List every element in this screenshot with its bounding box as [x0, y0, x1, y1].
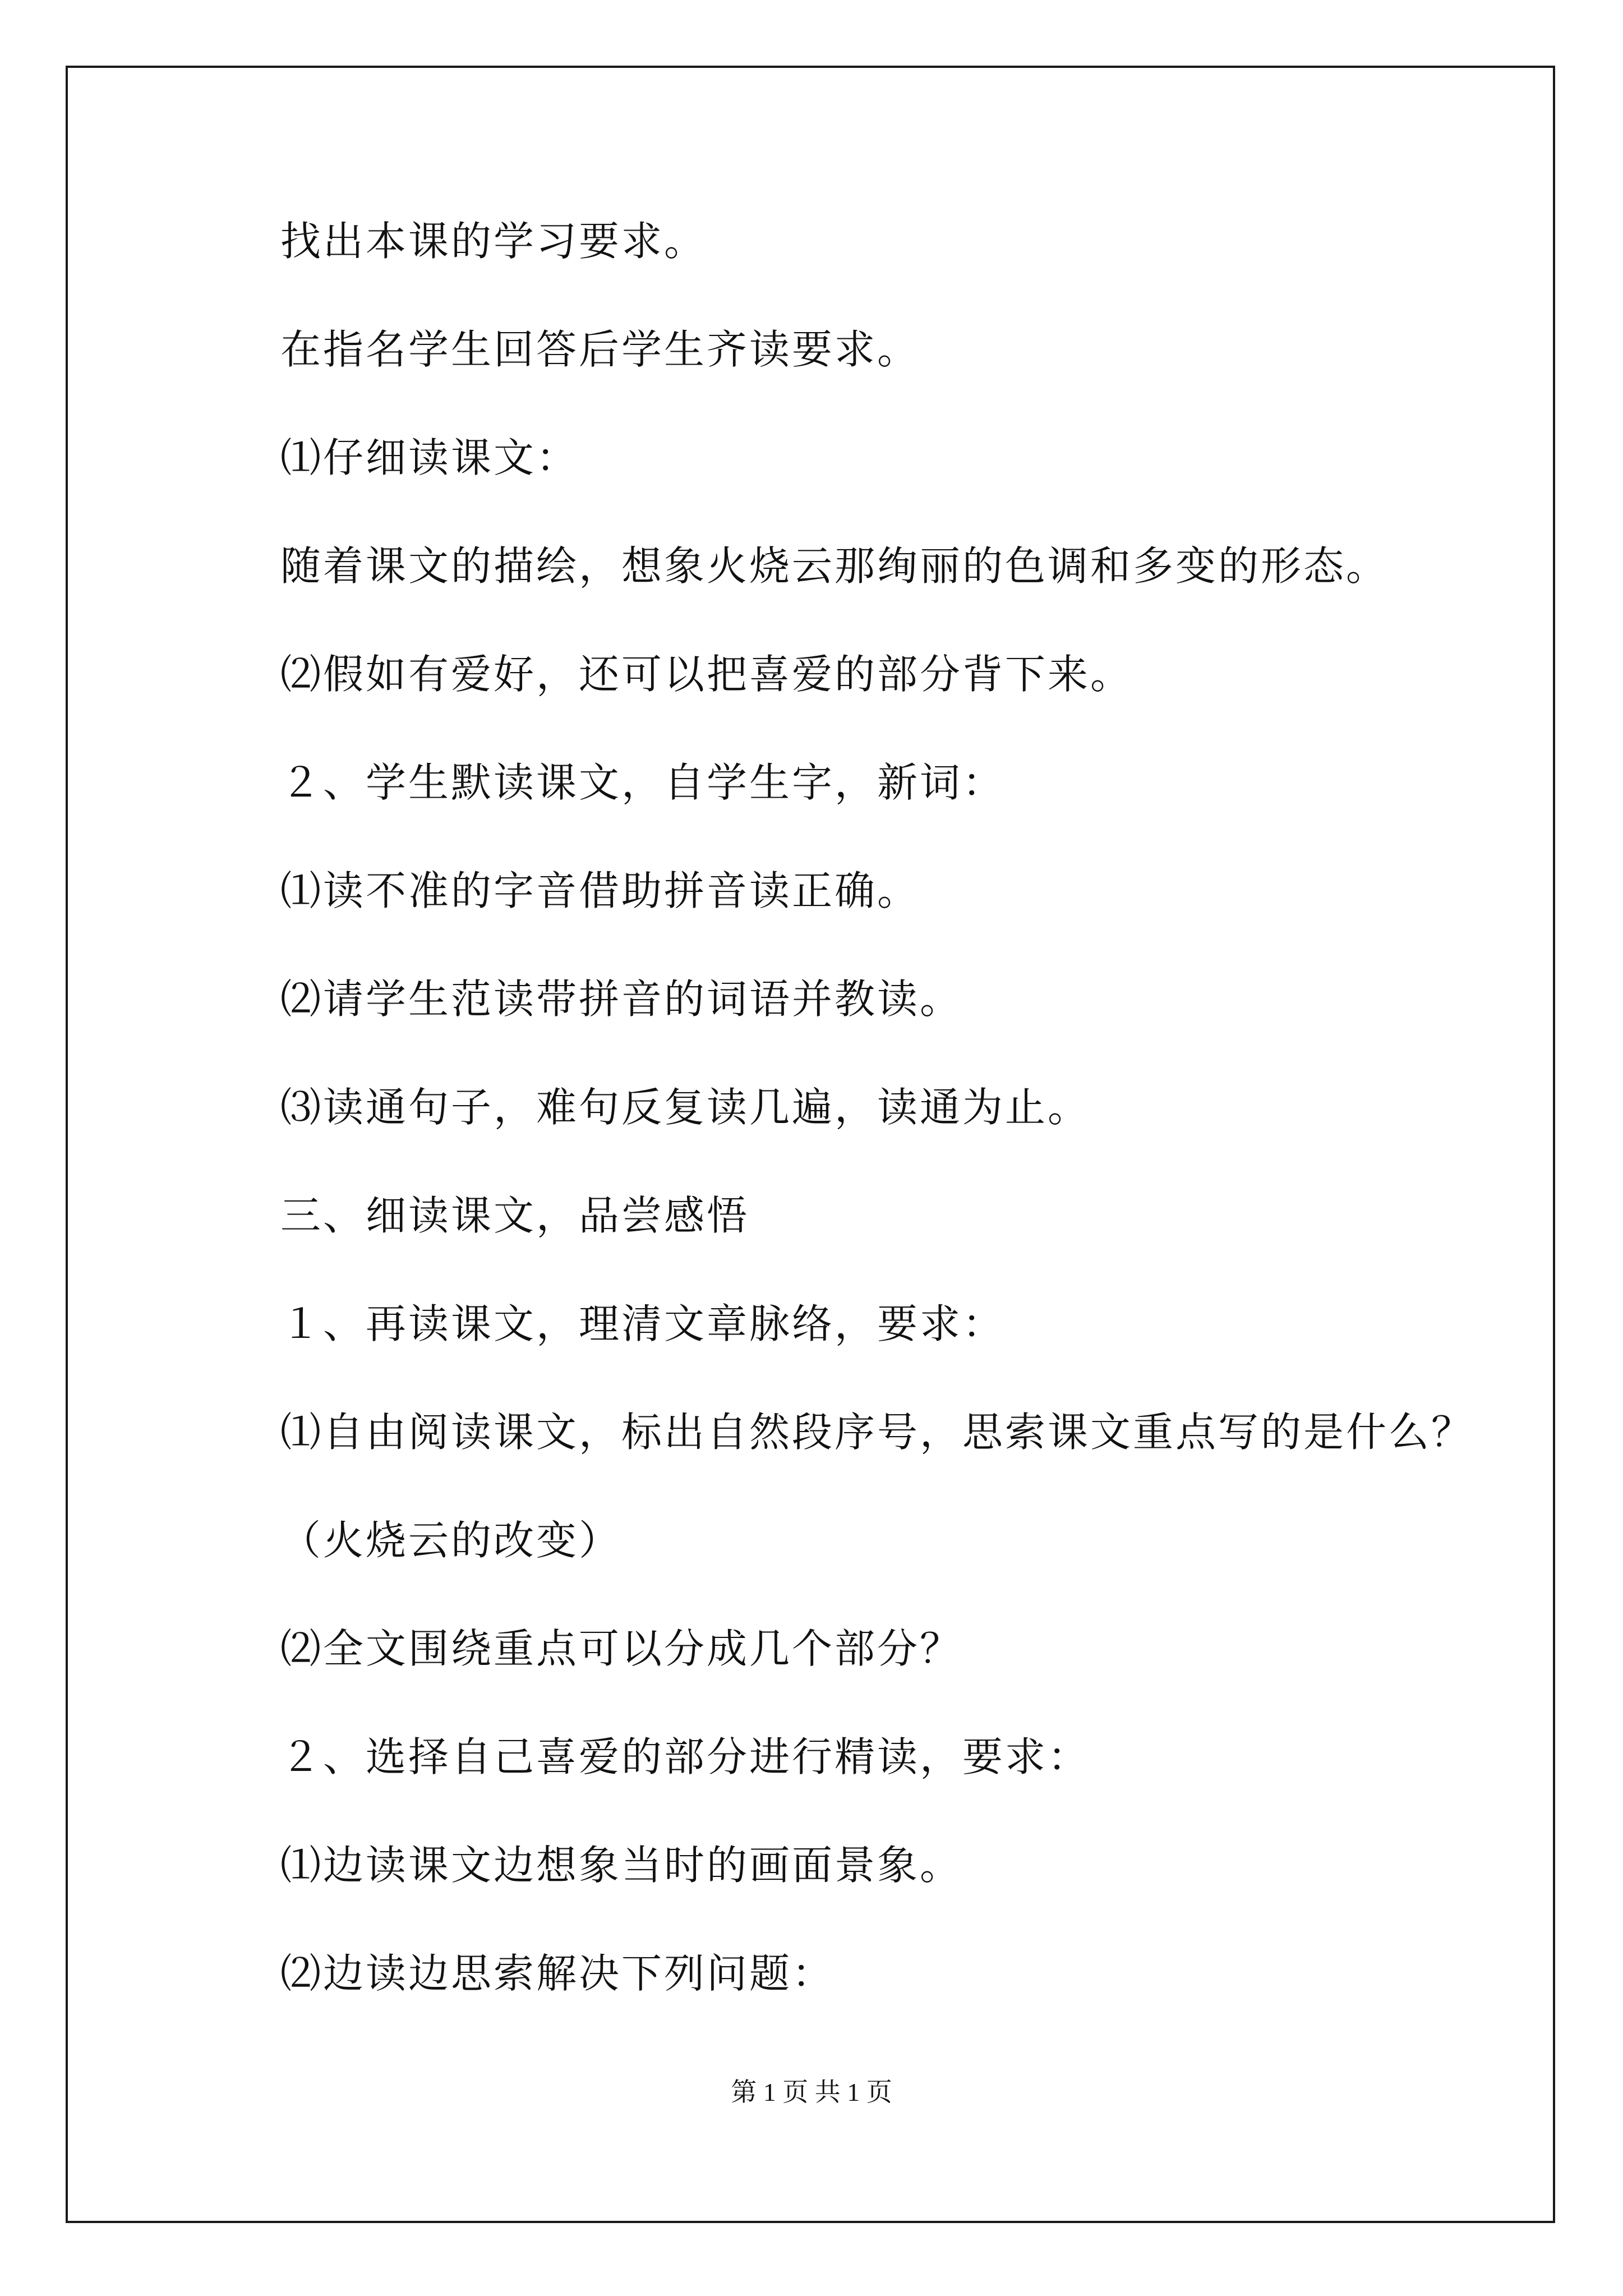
page-number-footer: 第 1 页 共 1 页 — [731, 2078, 892, 2106]
text-line: ⑴自由阅读课文，标出自然段序号，思索课文重点写的是什么？ — [280, 1409, 1474, 1456]
text-line: ２、选择自己喜爱的部分进行精读，要求： — [280, 1733, 1091, 1780]
text-line: ２、学生默读课文，自学生字，新词： — [280, 759, 1006, 806]
document-body — [280, 213, 1514, 2054]
section-heading: 三、细读课文，品尝感悟 — [280, 1192, 750, 1239]
text-line: 找出本课的学习要求。 — [280, 218, 707, 265]
text-line: 随着课文的描绘，想象火烧云那绚丽的色调和多变的形态。 — [280, 542, 1389, 590]
text-line: ⑵假如有爱好，还可以把喜爱的部分背下来。 — [280, 651, 1133, 698]
text-line: １、再读课文，理清文章脉络，要求： — [280, 1300, 1006, 1347]
text-line: ⑵全文围绕重点可以分成几个部分？ — [280, 1625, 963, 1672]
text-line: ⑴仔细读课文： — [280, 434, 579, 481]
text-line: ⑴边读课文边想象当时的画面景象。 — [280, 1842, 963, 1889]
text-line: ⑴读不准的字音借助拼音读正确。 — [280, 867, 920, 914]
text-line: （火烧云的改变） — [280, 1517, 622, 1564]
text-line: 在指名学生回答后学生齐读要求。 — [280, 326, 920, 373]
text-line: ⑶读通句子，难句反复读几遍，读通为止。 — [280, 1084, 1091, 1131]
text-line: ⑵请学生范读带拼音的词语并教读。 — [280, 976, 963, 1023]
text-line: ⑵边读边思索解决下列问题： — [280, 1950, 835, 1997]
